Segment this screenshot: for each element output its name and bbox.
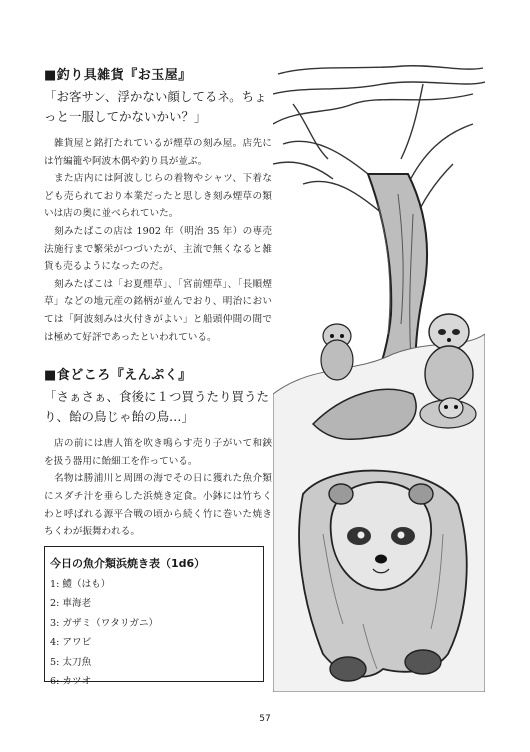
quote-otamaya: 「お客サン、浮かない顔してるネ。ちょっと一服してかないかい？」 [44, 89, 267, 124]
paragraph: 店の前には唐人笛を吹き鳴らす売り子がいて和鋏を扱う器用に飴細工を作っている。 [44, 438, 272, 467]
table-row: 1: 鱧（はも） [50, 579, 111, 590]
paragraph: 刻みたばこの店は 1902 年（明治 35 年）の専売法施行まで繁栄がつづいたが、主流で無くなると雑貨も売るようになったのだ。 [44, 225, 272, 273]
paragraph: また店内には阿波しじらの着物やシャツ、下着なども売られており本業だったと思しき刻み煙草の類いは店の奥に並べられていた。 [44, 173, 272, 220]
quote-enpuku: 「さぁさぁ、食後に１つ買うたり買うたり、飴の鳥じゃ飴の鳥…」 [44, 389, 270, 425]
paragraph: 名物は勝浦川と周囲の海でその日に獲れた魚介類にスダチ汁を垂らした浜焼き定食。小鉢には竹ちくわと呼ばれる源平合戦の頃から続く竹に巻いた焼きちくわが振舞われる。 [44, 473, 272, 538]
table-row: 2: 車海老 [50, 598, 92, 610]
section-heading-enpuku: ■食どころ『えんぷく』 [44, 368, 192, 384]
page-number: 57 [259, 714, 271, 724]
table-row: 6: カツオ [50, 676, 92, 688]
seafood-roll-table [44, 546, 264, 688]
section-heading-otamaya: ■釣り具雑貨『お玉屋』 [44, 68, 192, 83]
paragraph: 刻みたばこは「お夏煙草」、「宮前煙草」、「長順煙草」などの地元産の銘柄が並んでおり、明治においては「阿波刻みは火付きがよい」と船頭仲間の間では極めて好評であったといわれている。 [44, 278, 272, 343]
text-column [44, 64, 272, 541]
paragraph: 雑貨屋と銘打たれているが煙草の刻み屋。店先には竹編籠や阿波木偶や釣り具が並ぶ。 [44, 138, 272, 167]
tanuki-tree-illustration [273, 64, 485, 692]
table-row: 4: アワビ [50, 637, 92, 649]
table-row: 3: ガザミ（ワタリガニ） [50, 617, 159, 629]
table-title: 今日の魚介類浜焼き表（1d6） [50, 557, 206, 570]
table-row: 5: 太刀魚 [50, 656, 92, 668]
